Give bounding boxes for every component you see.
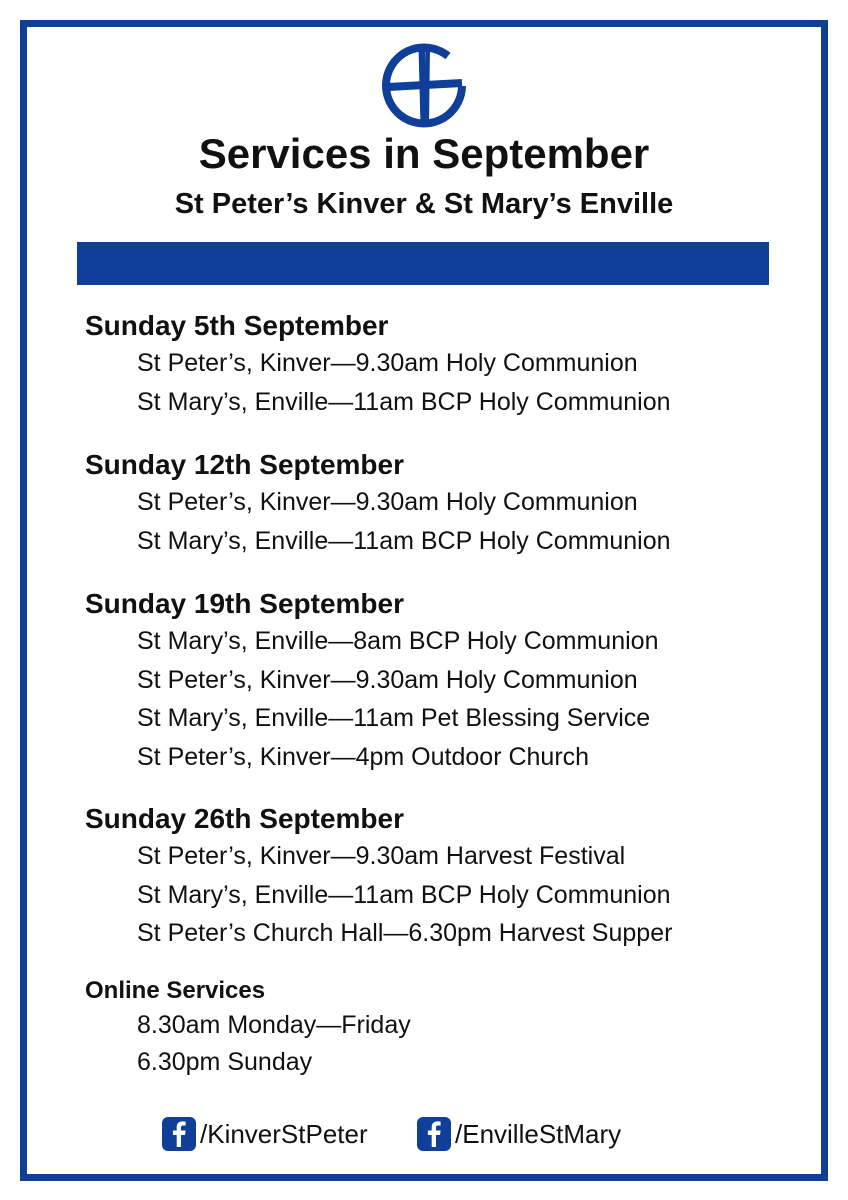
service-line: St Mary’s, Enville—11am Pet Blessing Service [137, 704, 651, 732]
service-line: St Mary’s, Enville—11am BCP Holy Communion [137, 526, 671, 555]
service-line: St Peter’s, Kinver—9.30am Holy Communion [137, 665, 638, 694]
service-line: St Peter’s Church Hall—6.30pm Harvest Supper [137, 919, 673, 947]
church-of-england-logo-icon [378, 40, 470, 132]
service-line: St Mary’s, Enville—8am BCP Holy Communion [137, 627, 659, 655]
service-line: St Peter’s, Kinver—9.30am Holy Communion [137, 488, 638, 516]
service-line: St Mary’s, Enville—11am BCP Holy Communion [137, 387, 671, 416]
online-services-heading: Online Services [85, 977, 266, 1004]
day-section [85, 801, 672, 953]
service-line: St Peter’s, Kinver—9.30am Harvest Festival [137, 842, 626, 870]
facebook-icon [417, 1117, 451, 1151]
day-section [85, 447, 671, 560]
facebook-icon [162, 1117, 196, 1151]
online-service-time: 8.30am Monday—Friday [137, 1011, 411, 1039]
page-subtitle: St Peter’s Kinver & St Mary’s Enville [174, 188, 674, 220]
day-heading: Sunday 5th September [85, 310, 389, 341]
online-services-section [85, 975, 411, 1081]
service-line: St Peter’s, Kinver—4pm Outdoor Church [137, 742, 590, 771]
day-section [85, 586, 658, 776]
page-title: Services in September [198, 130, 650, 177]
facebook-link-enville[interactable] [417, 1116, 621, 1152]
facebook-handle: /KinverStPeter [200, 1118, 368, 1149]
day-heading: Sunday 19th September [85, 588, 404, 619]
day-heading: Sunday 12th September [85, 449, 404, 480]
day-heading: Sunday 26th September [85, 803, 404, 834]
header-divider-bar [77, 242, 769, 285]
service-line: St Peter’s, Kinver—9.30am Holy Communion [137, 349, 638, 377]
facebook-link-kinver[interactable] [162, 1116, 368, 1152]
online-service-time: 6.30pm Sunday [137, 1048, 313, 1076]
facebook-handle: /EnvilleStMary [455, 1118, 622, 1149]
day-section [85, 308, 671, 421]
service-line: St Mary’s, Enville—11am BCP Holy Communion [137, 880, 671, 909]
